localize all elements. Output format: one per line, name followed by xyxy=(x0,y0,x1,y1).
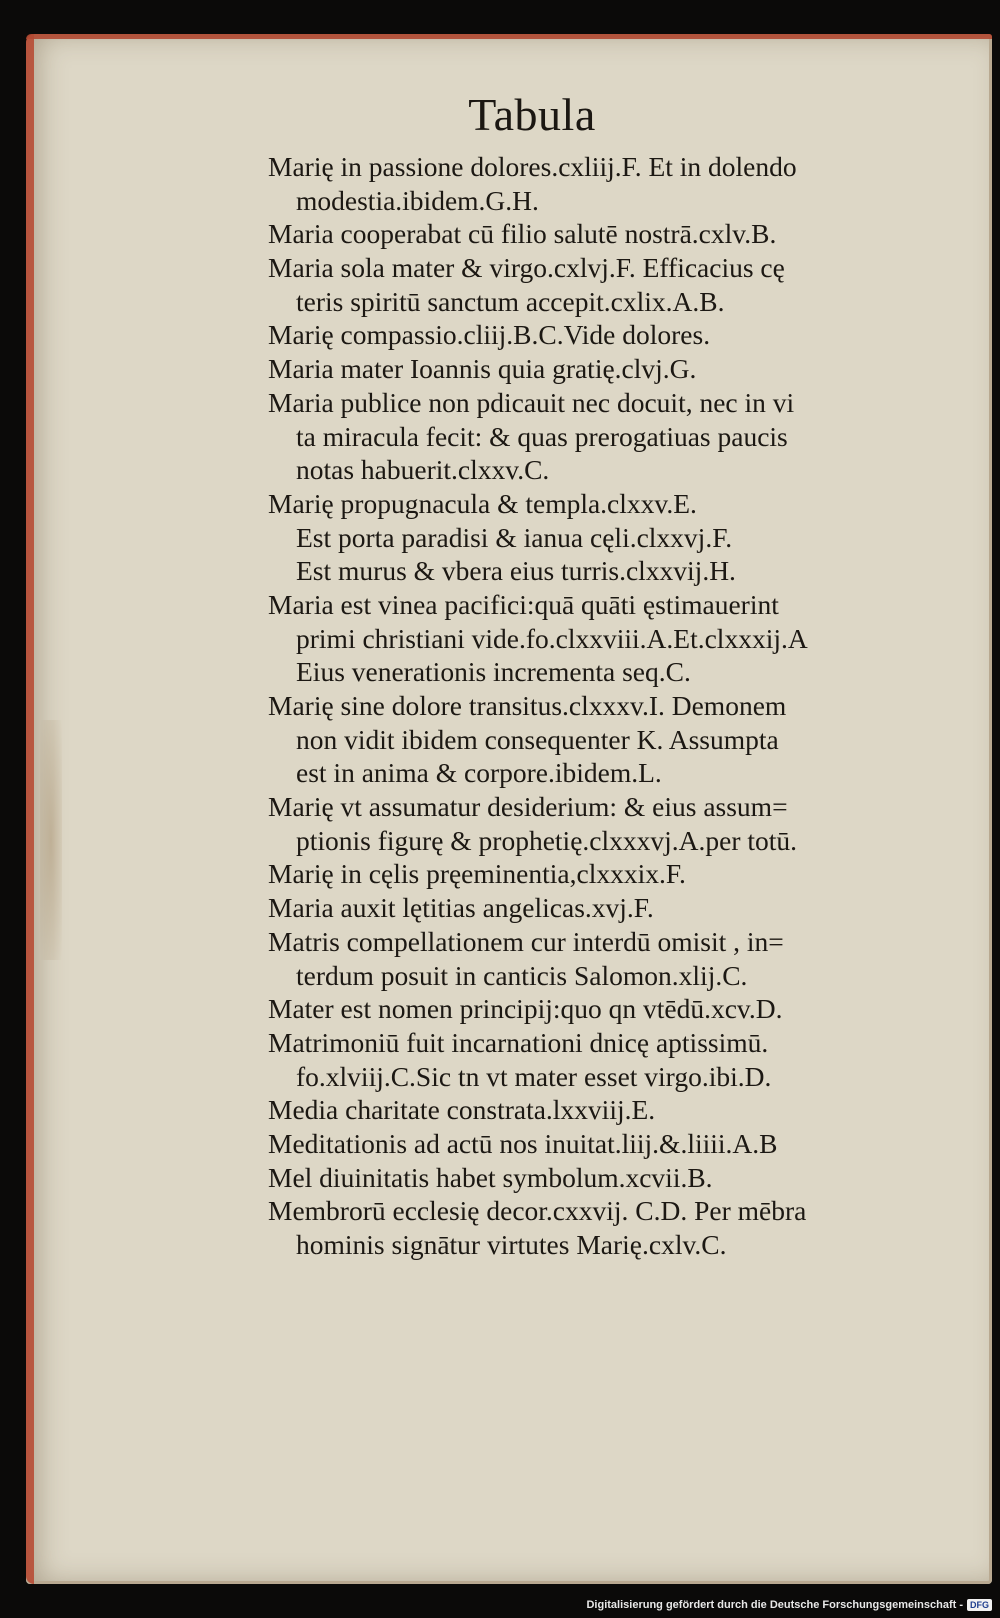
index-line: est in anima & corpore.ibidem.L. xyxy=(296,757,662,789)
index-line: hominis signātur virtutes Marię.cxlv.C. xyxy=(296,1229,727,1260)
index-line: Mater est nomen principij:quo qn vtēdū.xcv.D. xyxy=(268,993,783,1025)
index-line: Est porta paradisi & ianua cęli.clxxvj.F. xyxy=(296,521,733,553)
index-line: Maria sola mater & virgo.cxlvj.F. Efficacius cę xyxy=(268,252,785,284)
index-line: Marię propugnacula & templa.clxxv.E. xyxy=(268,487,697,519)
dfg-logo: DFG xyxy=(967,1599,992,1611)
index-line: Mel diuinitatis habet symbolum.xcvii.B. xyxy=(268,1161,713,1193)
index-line: Marię sine dolore transitus.clxxxv.I. Demonem xyxy=(268,690,787,721)
footer-credit xyxy=(586,1595,992,1615)
index-line: modestia.ibidem.G.H. xyxy=(296,184,539,216)
index-line: ptionis figurę & prophetię.clxxxvj.A.per totū. xyxy=(296,824,798,856)
index-entries xyxy=(268,150,928,1262)
index-line: Maria mater Ioannis quia gratię.clvj.G. xyxy=(268,353,697,385)
page-edge-left xyxy=(26,34,34,1584)
footer-credit-text: Digitalisierung gefördert durch die Deutsche Forschungsgemeinschaft - xyxy=(586,1599,963,1611)
page-edge-top xyxy=(26,34,992,39)
index-line: Media charitate constrata.lxxviij.E. xyxy=(268,1094,656,1126)
index-line: Matrimoniū fuit incarnationi dnicę aptissimū. xyxy=(268,1026,769,1058)
index-line: Est murus & vbera eius turris.clxxvij.H. xyxy=(296,555,736,587)
index-line: Maria auxit lętitias angelicas.xvj.F. xyxy=(268,892,654,924)
index-line: Membrorū ecclesię decor.cxxvij. C.D. Per mēbra xyxy=(268,1195,807,1227)
index-line: fo.xlviij.C.Sic tn vt mater esset virgo.ibi.D. xyxy=(296,1060,772,1092)
index-line: terdum posuit in canticis Salomon.xlij.C. xyxy=(296,959,748,991)
index-line: non vidit ibidem consequenter K. Assumpta xyxy=(296,723,779,755)
page-stain xyxy=(40,720,62,960)
page-heading: Tabula xyxy=(468,89,596,140)
index-line: notas habuerit.clxxv.C. xyxy=(296,454,550,486)
index-line: Eius venerationis incrementa seq.C. xyxy=(296,656,691,688)
index-line: primi christiani vide.fo.clxxviii.A.Et.clxxxij.A xyxy=(296,622,808,654)
index-line: Marię compassio.cliij.B.C.Vide dolores. xyxy=(268,319,711,351)
index-line: Maria cooperabat cū filio salutē nostrā.cxlv.B. xyxy=(268,218,777,250)
index-line: Maria est vinea pacifici:quā quāti ęstimauerint xyxy=(268,588,779,620)
index-line: ta miracula fecit: & quas prerogatiuas paucis xyxy=(296,420,788,452)
index-line: teris spiritū sanctum accepit.cxlix.A.B. xyxy=(296,285,725,317)
index-line: Maria publice non pdicauit nec docuit, nec in vi xyxy=(268,386,795,418)
index-line: Marię vt assumatur desiderium: & eius assum= xyxy=(268,791,788,823)
index-line: Matris compellationem cur interdū omisit , in= xyxy=(268,925,784,957)
index-line: Marię in passione dolores.cxliij.F. Et in dolendo xyxy=(268,151,797,182)
index-line: Marię in cęlis pręeminentia,clxxxix.F. xyxy=(268,858,686,890)
index-line: Meditationis ad actū nos inuitat.liij.&.liiii.A.B xyxy=(268,1127,778,1159)
